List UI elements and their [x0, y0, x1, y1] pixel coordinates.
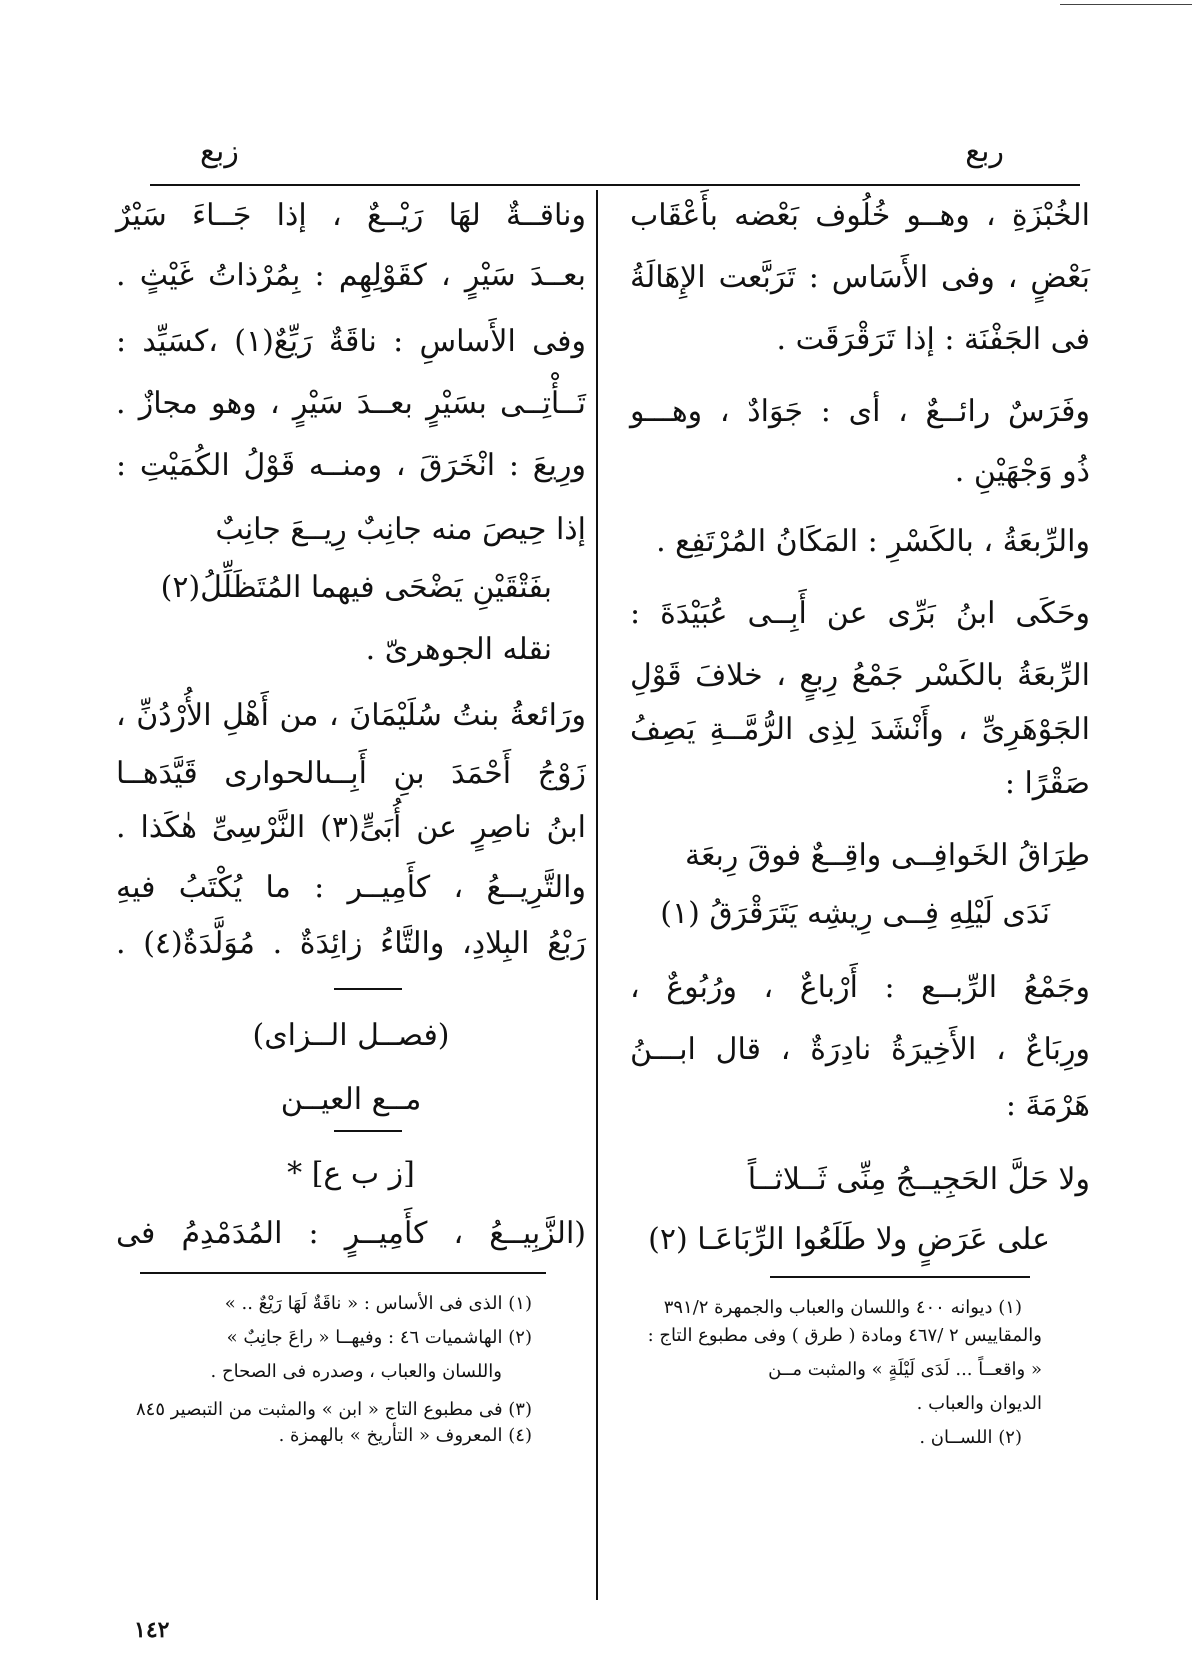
footnote: والمقاييس ٢ /٤٦٧ ومادة ( طرق ) وفى مطبوع التاج :	[647, 1325, 1042, 1346]
header-rule	[150, 184, 1080, 186]
text-line: والرِّبعَةُ ، بالكَسْرِ : المَكَانُ المُرْتَفِع .	[656, 524, 1090, 559]
running-head-left: زبع	[200, 134, 239, 169]
column-divider	[596, 190, 598, 1600]
footnote: الديوان والعباب .	[916, 1393, 1042, 1414]
text-line: ورِبَاعٌ ، الأَخِيرَةُ نادِرَةٌ ، قال ابـــنُ	[630, 1032, 1090, 1067]
verse-line: نَدَى لَيْلِهِ فِــى رِيشِه يَتَرَقْرَقُ (١)	[660, 896, 1050, 931]
text-line: وفى الأَساسِ : ناقَةٌ رَيِّعٌ(١) ،كسَيِّد :	[116, 324, 586, 359]
text-line: وفَرَسٌ رائــعٌ ، أى : جَوَادٌ ، وهـــو	[630, 394, 1090, 429]
text-line: الخُبْزَةِ ، وهــو خُلُوف بَعْضه بأَعْقَاب	[630, 198, 1090, 233]
footnote-rule	[140, 1272, 546, 1274]
verse-line: بفَتْقَيْنِ يَضْحَى فيهما المُتَظَلِّلُ(٢)	[160, 570, 552, 605]
verse-line: طِرَاقُ الخَوافِــى واقِــعٌ فوقَ رِبعَة	[685, 838, 1090, 873]
text-line: ابنُ ناصِرٍ عن أُبَىٍّ(٣) النَّرْسِىِّ هٰكَذا .	[116, 810, 587, 845]
footnote-rule	[770, 1276, 1030, 1278]
text-line: وناقــةٌ لهَا رَيْــعٌ ، إذا جَــاءَ سَيْرٌ	[116, 198, 586, 233]
page-number: ١٤٢	[134, 1617, 170, 1643]
verse-line: ولا حَلَّ الحَجِيــجُ مِنِّى ثَــلاثــاً	[747, 1162, 1090, 1197]
text-line: نقله الجوهرىّ .	[365, 632, 552, 667]
text-line: وحَكَى ابنُ بَرِّى عن أَبِــى عُبَيْدَةَ :	[630, 596, 1090, 631]
text-line: (الزَّبِيــعُ ، كأَمِيــرٍ : المُدَمْدِمُ فى	[116, 1216, 586, 1251]
verse-line: إذا حِيصَ منه جانِبٌ رِيــعَ جانِبٌ	[215, 512, 586, 547]
section-title: (فصــل الــزاى)	[252, 1018, 450, 1053]
text-line: الرِّبعَةُ بالكَسْر جَمْعُ رِبعٍ ، خلافَ قَوْلِ	[630, 658, 1090, 693]
footnote: (٢) الهاشميات ٤٦ : وفيهــا « راعَ جانِبٌ »	[226, 1327, 532, 1348]
text-line: هَرْمَةَ :	[1005, 1088, 1090, 1123]
footnote: (٤) المعروف « التأريخ » بالهمزة .	[278, 1425, 532, 1446]
footnote: (٣) فى مطبوع التاج « ابن » والمثبت من التبصير ٨٤٥	[136, 1399, 532, 1420]
text-line: وجَمْعُ الرِّبــع : أَرْباعٌ ، ورُبُوعٌ ،	[630, 970, 1090, 1005]
section-subtitle: مــع العيــن	[280, 1082, 422, 1117]
entry-head: [ز ب ع] *	[287, 1156, 415, 1191]
text-line: صَقْرًا :	[1004, 766, 1090, 801]
text-line: والتَّرِيــعُ ، كأَمِيــر : ما يُكْتَبُ فيهِ	[116, 870, 586, 905]
corner-rule	[1060, 4, 1192, 5]
text-line: الجَوْهَرِىِّ ، وأَنْشَدَ لِذِى الرُّمَّــةِ يَصِفُ	[630, 712, 1090, 747]
text-line: زَوْجُ أَحْمَدَ بنِ أَبِــىالحوارى قَيَّدَهــا	[116, 756, 586, 791]
footnote: (١) الذى فى الأساس : « ناقَةٌ لَهَا رَيْعٌ .. »	[224, 1293, 532, 1314]
verse-line: على عَرَضٍ ولا طَلَعُوا الرِّبَاعَـا (٢)	[648, 1222, 1050, 1257]
footnote: (١) ديوانه ٤٠٠ واللسان والعباب والجمهرة ٣٩١/٢	[663, 1297, 1022, 1318]
footnote: « واقعــاً ... لَدَى لَيْلَةٍ » والمثبت مــن	[768, 1359, 1042, 1380]
text-line: ورَائعةُ بنتُ سُلَيْمَانَ ، من أَهْلِ الأُرْدُنِّ ،	[116, 698, 586, 733]
footnote: (٢) اللســان .	[919, 1427, 1022, 1448]
running-head-right: ربع	[965, 134, 1004, 169]
section-rule	[334, 988, 402, 990]
text-line: ورِيعَ : انْخَرَقَ ، ومنــه قَوْلُ الكُمَيْتِ :	[116, 448, 586, 483]
text-line: بَعْضٍ ، وفى الأَسَاس : تَرَبَّعت الإِهَالَةُ	[630, 260, 1090, 295]
text-line: ذُو وَجْهَيْنِ .	[954, 454, 1090, 489]
text-line: رَبْعُ البِلادِ، والتَّاءُ زائِدَةٌ . مُوَلَّدَةٌ(٤) .	[116, 926, 586, 961]
text-line: بعــدَ سَيْرٍ ، كقَوْلِهِم : بِمُرْذاتُ غَيْثٍ .	[116, 258, 586, 293]
text-line: فى الجَفْنَة : إذا تَرَقْرَقَت .	[776, 322, 1090, 357]
section-rule	[334, 1130, 402, 1132]
text-line: تَــأْتِــى بسَيْرٍ بعــدَ سَيْرٍ ، وهو مجازٌ .	[116, 386, 586, 421]
footnote: واللسان والعباب ، وصدره فى الصحاح .	[210, 1361, 502, 1382]
